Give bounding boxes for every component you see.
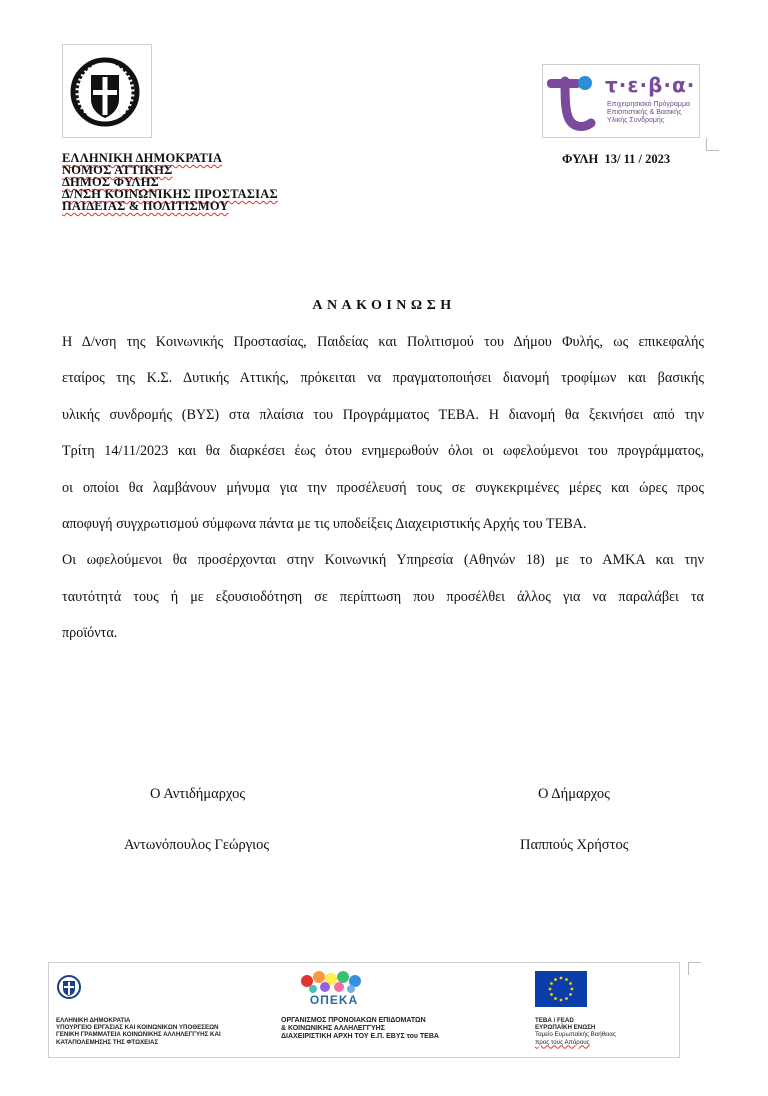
issuer-header: [62, 152, 278, 212]
deputy-mayor-name: Αντωνόπουλος Γεώργιος: [124, 837, 270, 853]
deputy-mayor-role: Ο Αντιδήμαρχος: [150, 786, 246, 802]
teba-logo: [542, 64, 700, 138]
eu-flag-icon: [535, 971, 587, 1007]
body-line: υλικής συνδρομής (ΒΥΣ) στα πλαίσια του Προγράμματος ΤΕΒΑ. Η διανομή θα ξεκινήσει από την: [62, 406, 704, 423]
eu-star: [550, 993, 553, 996]
eu-star: [554, 978, 557, 981]
body-line: αποφυγή συγχρωτισμού σύμφωνα πάντα με τις υποδείξεις Διαχειριστικής Αρχής του ΤΕΒΑ.: [62, 516, 587, 533]
body-line: οι οποίοι θα λαμβάνουν μήνυμα για την προσέλευσή τους σε συγκεκριμένες μέρες και ώρες προς: [62, 479, 704, 496]
body-line: προϊόντα.: [62, 625, 118, 642]
header-line: Δ/ΝΣΗ ΚΟΙΝΩΝΙΚΗΣ ΠΡΟΣΤΑΣΙΑΣ: [62, 187, 278, 201]
eu-fund-text: ΤΕΒΑ / FEAD ΕΥΡΩΠΑΪΚΗ ΕΝΩΣΗ Ταμείο Ευρωπαϊκής Βοήθειας προς τους Απόρους: [535, 1017, 616, 1046]
announcement-body: [62, 324, 704, 652]
greek-coat-of-arms-icon: [63, 45, 151, 137]
opeka-text: ΟΡΓΑΝΙΣΜΟΣ ΠΡΟΝΟΙΑΚΩΝ ΕΠΙΔΟΜΑΤΩΝ & ΚΟΙΝΩΝΙΚΗΣ ΑΛΛΗΛΕΓΓΥΗΣ ΔΙΑΧΕΙΡΙΣΤΙΚΗ ΑΡΧΗ ΤΟΥ Ε.Π. ΕΒΥΣ του ΤΕΒΑ: [281, 1017, 439, 1040]
eu-star: [560, 977, 563, 980]
teba-symbol-icon: [545, 67, 601, 133]
body-line: εταίρος της Κ.Σ. Δυτικής Αττικής, πρόκειται να πραγματοποιήσει διανομή τροφίμων και βασικής: [62, 370, 704, 387]
body-line: ταυτότητά τους ή με εξουσιοδότηση σε περίπτωση που προσέλθει άλλος για να παραλάβει τα: [62, 588, 704, 605]
header-line: ΠΑΙΔΕΙΑΣ & ΠΟΛΙΤΙΣΜΟΥ: [62, 199, 229, 213]
body-line: Τρίτη 14/11/2023 και θα διαρκέσει έως ότου ενημερωθούν όλοι οι ωφελούμενοι του προγράμματος,: [62, 443, 704, 460]
place-date: ΦΥΛΗ 13/ 11 / 2023: [562, 152, 671, 166]
announcement-title: ΑΝΑΚΟΙΝΩΣΗ: [312, 298, 456, 313]
mayor-role: Ο Δήμαρχος: [538, 786, 610, 802]
teba-wordmark: τ·ε·β·α·: [605, 73, 696, 97]
body-line: Η Δ/νση της Κοινωνικής Προστασίας, Παιδείας και Πολιτισμού του Δήμου Φυλής, ως επικεφαλής: [62, 334, 704, 350]
opeka-name: ΟΠΕΚΑ: [309, 993, 359, 1007]
eu-star: [571, 988, 574, 991]
body-line: Οι ωφελούμενοι θα προσέρχονται στην Κοινωνική Υπηρεσία (Αθηνών 18) με το ΑΜΚΑ και την: [62, 552, 704, 569]
header-line: ΝΟΜΟΣ ΑΤΤΙΚΗΣ: [62, 163, 173, 177]
header-line: ΕΛΛΗΝΙΚΗ ΔΗΜΟΚΡΑΤΙΑ: [62, 151, 223, 165]
eu-star: [554, 997, 557, 1000]
mayor-name: Παππούς Χρήστος: [520, 837, 629, 853]
footer-banner: [48, 962, 680, 1058]
teba-caption: Επιχειρησιακό Πρόγραμμα Επισιτιστικής & Βασικής Υλικής Συνδρομής: [607, 101, 691, 124]
ministry-text: ΕΛΛΗΝΙΚΗ ΔΗΜΟΚΡΑΤΙΑ ΥΠΟΥΡΓΕΙΟ ΕΡΓΑΣΙΑΣ ΚΑΙ ΚΟΙΝΩΝΙΚΩΝ ΥΠΟΘΕΣΕΩΝ ΓΕΝΙΚΗ ΓΡΑΜΜΑΤΕΙΑ ΚΟΙΝΩΝΙΚΗΣ ΑΛΛΗΛΕΓΓΥΗΣ ΚΑΙ ΚΑΤΑΠΟΛΕΜΗΣΗΣ ΤΗΣ ΦΤΩΧΕΙΑΣ: [56, 1017, 221, 1046]
eu-star: [569, 982, 572, 985]
eu-star: [565, 978, 568, 981]
eu-star: [549, 988, 552, 991]
coat-of-arms-logo: [62, 44, 152, 138]
eu-star: [550, 982, 553, 985]
header-line: ΔΗΜΟΣ ΦΥΛΗΣ: [62, 175, 159, 189]
eu-star: [565, 997, 568, 1000]
eu-star: [560, 999, 563, 1002]
greek-coat-of-arms-icon: [56, 973, 82, 1001]
eu-star: [569, 993, 572, 996]
